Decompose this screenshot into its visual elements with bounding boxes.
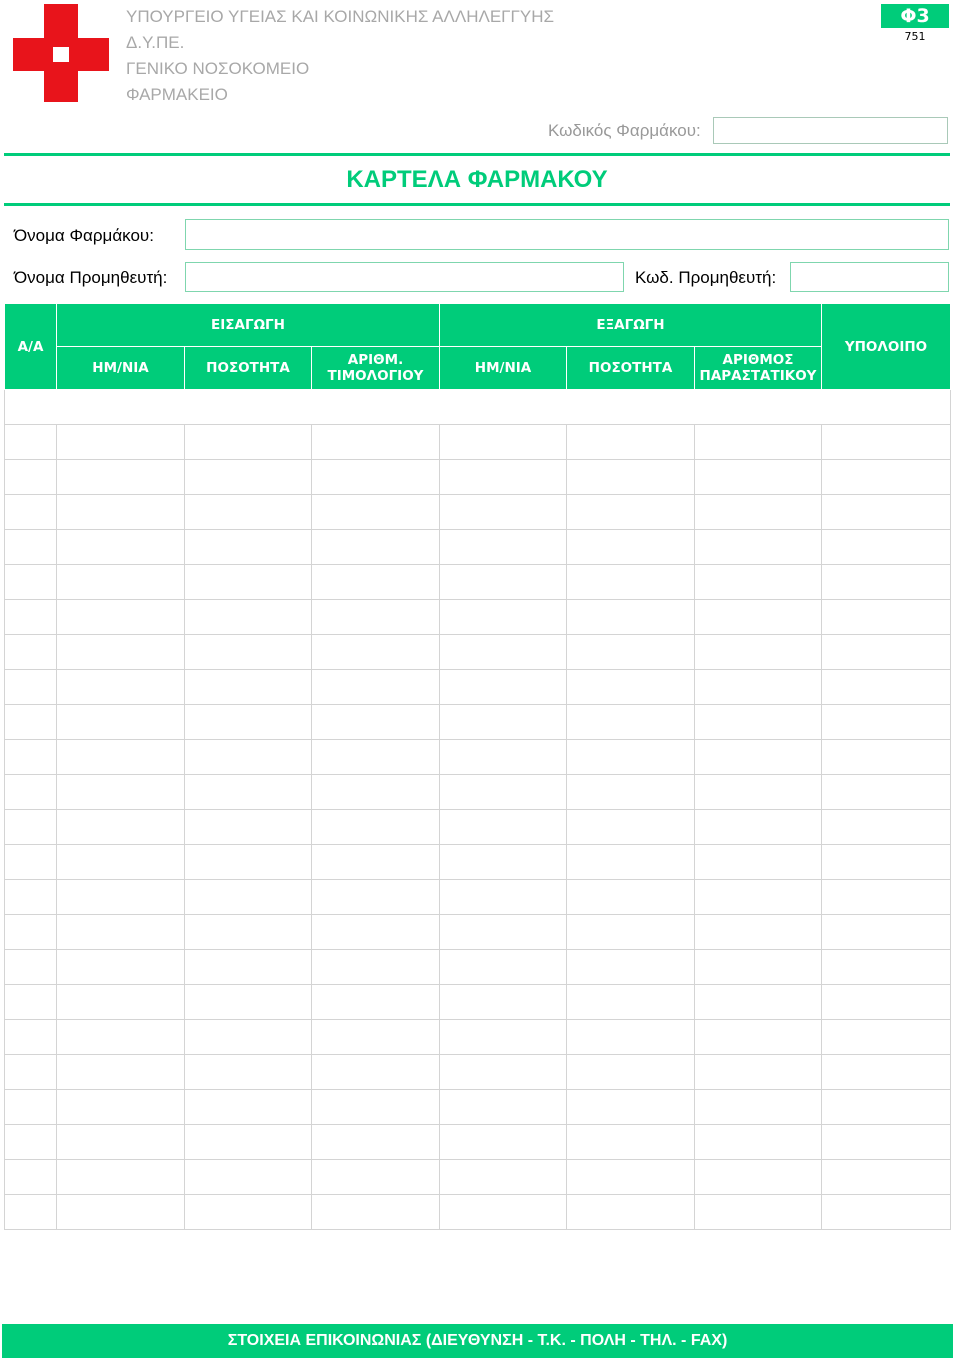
header-export-date: ΗΜ/ΝΙΑ	[440, 347, 567, 390]
header-import-date: ΗΜ/ΝΙΑ	[57, 347, 185, 390]
cell-balance[interactable]	[822, 1160, 951, 1195]
cell-document-number[interactable]	[695, 1195, 822, 1230]
cell-export-date[interactable]	[440, 810, 567, 845]
cell-invoice-number[interactable]	[312, 775, 440, 810]
cell-import-date[interactable]	[57, 565, 185, 600]
cell-balance[interactable]	[822, 530, 951, 565]
cell-export-date[interactable]	[440, 880, 567, 915]
cell-invoice-number[interactable]	[312, 530, 440, 565]
cell-export-date[interactable]	[440, 985, 567, 1020]
cell-import-date[interactable]	[57, 1125, 185, 1160]
cell-invoice-number[interactable]	[312, 810, 440, 845]
cell-export-date[interactable]	[440, 670, 567, 705]
cell-invoice-number[interactable]	[312, 705, 440, 740]
cell-export-date[interactable]	[440, 495, 567, 530]
cell-import-date[interactable]	[57, 1195, 185, 1230]
cell-export-date[interactable]	[440, 1055, 567, 1090]
cell-export-date[interactable]	[440, 775, 567, 810]
header-document-number-line1: ΑΡΙΘΜΟΣ	[722, 352, 794, 368]
cell-invoice-number[interactable]	[312, 635, 440, 670]
contact-info-footer: ΣΤΟΙΧΕΙΑ ΕΠΙΚΟΙΝΩΝΙΑΣ (ΔΙΕΥΘΥΝΣΗ - Τ.Κ. - ΠΟΛΗ - ΤΗΛ. - FAX)	[2, 1324, 953, 1358]
top-divider	[4, 153, 950, 156]
table-row	[5, 1160, 951, 1195]
cell-balance[interactable]	[822, 985, 951, 1020]
cell-document-number[interactable]	[695, 705, 822, 740]
cell-document-number[interactable]	[695, 1125, 822, 1160]
cell-export-date[interactable]	[440, 705, 567, 740]
cell-invoice-number[interactable]	[312, 460, 440, 495]
cell-invoice-number[interactable]	[312, 1125, 440, 1160]
table-row	[5, 1195, 951, 1230]
cell-invoice-number[interactable]	[312, 1195, 440, 1230]
cell-aa[interactable]	[5, 705, 57, 740]
table-row	[5, 845, 951, 880]
cell-import-quantity[interactable]	[185, 1160, 312, 1195]
drug-code-label: Κωδικός Φαρμάκου:	[548, 121, 701, 140]
cell-balance[interactable]	[822, 775, 951, 810]
cell-export-quantity[interactable]	[567, 1055, 695, 1090]
cell-import-quantity[interactable]	[185, 530, 312, 565]
cell-import-date[interactable]	[57, 915, 185, 950]
cell-balance[interactable]	[822, 460, 951, 495]
cell-import-date[interactable]	[57, 985, 185, 1020]
cell-import-quantity[interactable]	[185, 740, 312, 775]
red-cross-icon	[13, 4, 109, 102]
cell-export-quantity[interactable]	[567, 1090, 695, 1125]
cell-invoice-number[interactable]	[312, 1090, 440, 1125]
cell-import-date[interactable]	[57, 775, 185, 810]
cell-document-number[interactable]	[695, 635, 822, 670]
department-name: ΦΑΡΜΑΚΕΙΟ	[126, 85, 228, 104]
table-row	[5, 495, 951, 530]
cell-balance[interactable]	[822, 565, 951, 600]
cell-import-quantity[interactable]	[185, 1125, 312, 1160]
header-aa: Α/Α	[5, 304, 57, 390]
cell-document-number[interactable]	[695, 1020, 822, 1055]
table-row	[5, 635, 951, 670]
cell-export-date[interactable]	[440, 530, 567, 565]
cell-export-date[interactable]	[440, 915, 567, 950]
cell-balance[interactable]	[822, 950, 951, 985]
cell-export-quantity[interactable]	[567, 705, 695, 740]
drug-name-field[interactable]	[185, 219, 949, 250]
table-row	[5, 460, 951, 495]
cell-import-quantity[interactable]	[185, 950, 312, 985]
cell-aa[interactable]	[5, 915, 57, 950]
cell-invoice-number[interactable]	[312, 1160, 440, 1195]
cell-import-date[interactable]	[57, 530, 185, 565]
cell-export-date[interactable]	[440, 1125, 567, 1160]
cell-invoice-number[interactable]	[312, 915, 440, 950]
cell-aa[interactable]	[5, 460, 57, 495]
cell-balance[interactable]	[822, 670, 951, 705]
cell-invoice-number[interactable]	[312, 740, 440, 775]
cell-document-number[interactable]	[695, 810, 822, 845]
cell-aa[interactable]	[5, 530, 57, 565]
cell-document-number[interactable]	[695, 530, 822, 565]
cell-export-quantity[interactable]	[567, 950, 695, 985]
header-export-quantity: ΠΟΣΟΤΗΤΑ	[567, 347, 695, 390]
table-row	[5, 600, 951, 635]
table-row	[5, 915, 951, 950]
header-document-number	[695, 347, 822, 390]
cell-balance[interactable]	[822, 915, 951, 950]
cell-export-quantity[interactable]	[567, 425, 695, 460]
cell-export-quantity[interactable]	[567, 1195, 695, 1230]
cell-aa[interactable]	[5, 495, 57, 530]
cell-aa[interactable]	[5, 565, 57, 600]
cell-import-date[interactable]	[57, 1020, 185, 1055]
cell-export-quantity[interactable]	[567, 1020, 695, 1055]
cell-document-number[interactable]	[695, 425, 822, 460]
ledger-table	[4, 303, 951, 1230]
table-row	[5, 775, 951, 810]
table-row	[5, 1020, 951, 1055]
cell-export-quantity[interactable]	[567, 845, 695, 880]
cell-import-quantity[interactable]	[185, 1195, 312, 1230]
cell-import-date[interactable]	[57, 1160, 185, 1195]
cell-document-number[interactable]	[695, 775, 822, 810]
cell-import-quantity[interactable]	[185, 565, 312, 600]
cell-aa[interactable]	[5, 775, 57, 810]
supplier-name-label: Όνομα Προμηθευτή:	[14, 268, 168, 287]
cell-document-number[interactable]	[695, 565, 822, 600]
cell-export-quantity[interactable]	[567, 775, 695, 810]
cell-aa[interactable]	[5, 740, 57, 775]
cell-invoice-number[interactable]	[312, 880, 440, 915]
cell-aa[interactable]	[5, 1195, 57, 1230]
cell-aa[interactable]	[5, 950, 57, 985]
cell-import-quantity[interactable]	[185, 985, 312, 1020]
cell-document-number[interactable]	[695, 845, 822, 880]
header-balance: ΥΠΟΛΟΙΠΟ	[822, 304, 951, 390]
cell-balance[interactable]	[822, 1020, 951, 1055]
cell-invoice-number[interactable]	[312, 565, 440, 600]
header-export-group: ΕΞΑΓΩΓΗ	[440, 304, 822, 347]
cell-document-number[interactable]	[695, 915, 822, 950]
cell-invoice-number[interactable]	[312, 1020, 440, 1055]
hospital-name: ΓΕΝΙΚΟ ΝΟΣΟΚΟΜΕΙΟ	[126, 59, 310, 78]
cell-import-date[interactable]	[57, 810, 185, 845]
cell-aa[interactable]	[5, 670, 57, 705]
supplier-code-field[interactable]	[790, 262, 949, 292]
cell-export-quantity[interactable]	[567, 985, 695, 1020]
cell-export-date[interactable]	[440, 845, 567, 880]
cell-aa[interactable]	[5, 1160, 57, 1195]
cell-export-date[interactable]	[440, 1090, 567, 1125]
cell-document-number[interactable]	[695, 670, 822, 705]
cell-export-date[interactable]	[440, 565, 567, 600]
header-invoice-number-line1: ΑΡΙΘΜ.	[347, 352, 404, 368]
cell-document-number[interactable]	[695, 1090, 822, 1125]
cell-balance[interactable]	[822, 1055, 951, 1090]
cell-document-number[interactable]	[695, 740, 822, 775]
cell-balance[interactable]	[822, 1090, 951, 1125]
table-row	[5, 670, 951, 705]
ministry-name: ΥΠΟΥΡΓΕΙΟ ΥΓΕΙΑΣ ΚΑΙ ΚΟΙΝΩΝΙΚΗΣ ΑΛΛΗΛΕΓΓΥΗΣ	[126, 7, 555, 26]
cell-import-date[interactable]	[57, 635, 185, 670]
cell-balance[interactable]	[822, 705, 951, 740]
table-row	[5, 950, 951, 985]
cell-import-date[interactable]	[57, 670, 185, 705]
header-invoice-number-line2: ΤΙΜΟΛΟΓΙΟΥ	[327, 368, 424, 384]
cell-export-date[interactable]	[440, 635, 567, 670]
cell-balance[interactable]	[822, 425, 951, 460]
cell-import-date[interactable]	[57, 495, 185, 530]
form-number: 751	[904, 30, 926, 43]
cell-export-quantity[interactable]	[567, 880, 695, 915]
cell-document-number[interactable]	[695, 950, 822, 985]
title-divider	[4, 203, 950, 206]
cell-import-date[interactable]	[57, 950, 185, 985]
header-invoice-number	[312, 347, 440, 390]
cell-import-quantity[interactable]	[185, 810, 312, 845]
cell-document-number[interactable]	[695, 880, 822, 915]
cell-export-quantity[interactable]	[567, 1160, 695, 1195]
cell-import-quantity[interactable]	[185, 1020, 312, 1055]
cell-import-quantity[interactable]	[185, 845, 312, 880]
table-row	[5, 985, 951, 1020]
table-row	[5, 880, 951, 915]
form-code-badge: Φ3	[881, 4, 949, 28]
cell-import-date[interactable]	[57, 425, 185, 460]
cell-balance[interactable]	[822, 635, 951, 670]
cell-aa[interactable]	[5, 845, 57, 880]
table-row	[5, 1090, 951, 1125]
cell-invoice-number[interactable]	[312, 600, 440, 635]
cell-aa[interactable]	[5, 600, 57, 635]
cell-aa[interactable]	[5, 985, 57, 1020]
cell-import-quantity[interactable]	[185, 460, 312, 495]
cell-export-quantity[interactable]	[567, 915, 695, 950]
supplier-name-field[interactable]	[185, 262, 624, 292]
cell-export-date[interactable]	[440, 425, 567, 460]
page-title: ΚΑΡΤΕΛΑ ΦΑΡΜΑΚΟΥ	[346, 166, 608, 193]
cell-aa[interactable]	[5, 1125, 57, 1160]
cell-balance[interactable]	[822, 880, 951, 915]
cell-import-date[interactable]	[57, 880, 185, 915]
cell-export-quantity[interactable]	[567, 1125, 695, 1160]
cell-import-quantity[interactable]	[185, 425, 312, 460]
table-row	[5, 1055, 951, 1090]
cell-export-date[interactable]	[440, 1160, 567, 1195]
cell-document-number[interactable]	[695, 600, 822, 635]
organization-header	[126, 4, 554, 108]
cell-import-date[interactable]	[57, 740, 185, 775]
cell-document-number[interactable]	[695, 1055, 822, 1090]
header-import-quantity: ΠΟΣΟΤΗΤΑ	[185, 347, 312, 390]
cell-import-date[interactable]	[57, 1055, 185, 1090]
cell-balance[interactable]	[822, 845, 951, 880]
cell-document-number[interactable]	[695, 985, 822, 1020]
cell-export-date[interactable]	[440, 460, 567, 495]
cell-export-quantity[interactable]	[567, 635, 695, 670]
cell-export-quantity[interactable]	[567, 600, 695, 635]
supplier-code-label: Κωδ. Προμηθευτή:	[635, 268, 777, 287]
cell-balance[interactable]	[822, 1125, 951, 1160]
cell-invoice-number[interactable]	[312, 950, 440, 985]
cell-export-date[interactable]	[440, 1020, 567, 1055]
cell-import-date[interactable]	[57, 1090, 185, 1125]
cell-export-quantity[interactable]	[567, 810, 695, 845]
cell-import-quantity[interactable]	[185, 1055, 312, 1090]
header-document-number-line2: ΠΑΡΑΣΤΑΤΙΚΟΥ	[699, 368, 817, 384]
table-row	[5, 530, 951, 565]
cell-balance[interactable]	[822, 740, 951, 775]
ledger-table-wrapper	[4, 303, 950, 1230]
cell-import-date[interactable]	[57, 460, 185, 495]
cell-balance[interactable]	[822, 810, 951, 845]
cell-aa[interactable]	[5, 425, 57, 460]
cell-balance[interactable]	[822, 600, 951, 635]
cell-aa[interactable]	[5, 1090, 57, 1125]
cell-document-number[interactable]	[695, 1160, 822, 1195]
cell-export-quantity[interactable]	[567, 740, 695, 775]
cell-import-quantity[interactable]	[185, 775, 312, 810]
header-import-group: ΕΙΣΑΓΩΓΗ	[57, 304, 440, 347]
cell-aa[interactable]	[5, 810, 57, 845]
cell-invoice-number[interactable]	[312, 670, 440, 705]
cell-export-date[interactable]	[440, 950, 567, 985]
cell-balance[interactable]	[822, 495, 951, 530]
cell-export-date[interactable]	[440, 1195, 567, 1230]
cell-aa[interactable]	[5, 635, 57, 670]
cell-document-number[interactable]	[695, 495, 822, 530]
cell-export-quantity[interactable]	[567, 460, 695, 495]
cell-import-quantity[interactable]	[185, 915, 312, 950]
table-row	[5, 810, 951, 845]
drug-code-field[interactable]	[713, 117, 948, 144]
cell-import-quantity[interactable]	[185, 600, 312, 635]
table-row	[5, 705, 951, 740]
cell-export-quantity[interactable]	[567, 670, 695, 705]
cell-invoice-number[interactable]	[312, 495, 440, 530]
drug-name-label: Όνομα Φαρμάκου:	[14, 226, 154, 245]
cell-import-date[interactable]	[57, 705, 185, 740]
cell-import-quantity[interactable]	[185, 705, 312, 740]
cell-import-quantity[interactable]	[185, 1090, 312, 1125]
cell-import-quantity[interactable]	[185, 880, 312, 915]
cell-export-quantity[interactable]	[567, 565, 695, 600]
cell-balance[interactable]	[822, 1195, 951, 1230]
table-row	[5, 740, 951, 775]
cell-import-quantity[interactable]	[185, 635, 312, 670]
cell-aa[interactable]	[5, 880, 57, 915]
cell-import-quantity[interactable]	[185, 495, 312, 530]
cell-import-date[interactable]	[57, 600, 185, 635]
health-region: Δ.Υ.ΠΕ.	[126, 33, 185, 52]
table-row	[5, 565, 951, 600]
cell-export-date[interactable]	[440, 600, 567, 635]
cell-import-date[interactable]	[57, 845, 185, 880]
cell-invoice-number[interactable]	[312, 985, 440, 1020]
cell-export-quantity[interactable]	[567, 495, 695, 530]
cell-aa[interactable]	[5, 1055, 57, 1090]
cell-aa[interactable]	[5, 1020, 57, 1055]
cell-export-quantity[interactable]	[567, 530, 695, 565]
cell-invoice-number[interactable]	[312, 845, 440, 880]
table-row	[5, 1125, 951, 1160]
cell-invoice-number[interactable]	[312, 425, 440, 460]
table-row	[5, 425, 951, 460]
cell-invoice-number[interactable]	[312, 1055, 440, 1090]
cell-import-quantity[interactable]	[185, 670, 312, 705]
cell-export-date[interactable]	[440, 740, 567, 775]
cell-document-number[interactable]	[695, 460, 822, 495]
